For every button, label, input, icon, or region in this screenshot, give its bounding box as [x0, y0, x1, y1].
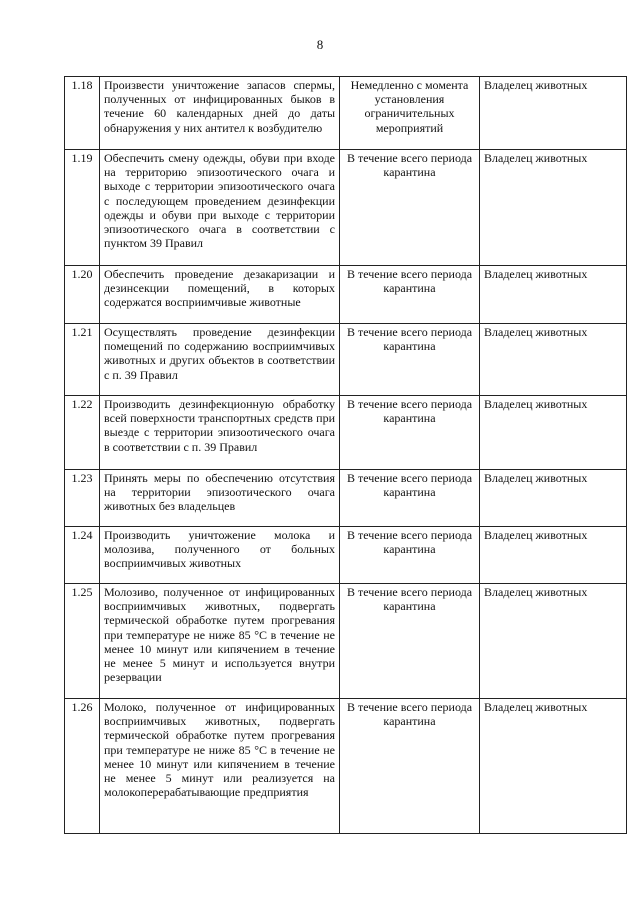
- action-text: Производить уничтожение молока и молозива, полученного от больных восприимчивых животных: [100, 527, 340, 584]
- action-text: Принять меры по обеспечению отсутствия на территории эпизоотического очага животных без владельцев: [100, 470, 340, 527]
- item-number: 1.18: [65, 77, 100, 150]
- responsible-text: Владелец животных: [480, 470, 627, 527]
- responsible-text: Владелец животных: [480, 150, 627, 266]
- term-text: В течение всего периода карантина: [340, 266, 480, 324]
- responsible-text: Владелец животных: [480, 584, 627, 699]
- responsible-text: Владелец животных: [480, 324, 627, 396]
- responsible-text: Владелец животных: [480, 77, 627, 150]
- table-row: [65, 266, 627, 324]
- term-text: Немедленно с момента установления ограничительных мероприятий: [340, 77, 480, 150]
- responsible-text: Владелец животных: [480, 266, 627, 324]
- table-row: [65, 77, 627, 150]
- item-number: 1.23: [65, 470, 100, 527]
- item-number: 1.26: [65, 699, 100, 834]
- table-row: [65, 584, 627, 699]
- item-number: 1.19: [65, 150, 100, 266]
- page-number: 8: [316, 37, 324, 52]
- term-text: В течение всего периода карантина: [340, 527, 480, 584]
- term-text: В течение всего периода карантина: [340, 470, 480, 527]
- action-text: Молоко, полученное от инфицированных восприимчивых животных, подвергать термической обработке путем прогревания при температуре не ниже 85 °С в течение не менее 10 минут или кипячением в течение не менее 5 минут или реализуется на молокоперерабатывающие предприятия: [100, 699, 340, 834]
- term-text: В течение всего периода карантина: [340, 584, 480, 699]
- action-text: Производить дезинфекционную обработку всей поверхности транспортных средств при выезде с территории эпизоотического очага в соответствии с п. 39 Правил: [100, 396, 340, 470]
- action-text: Молозиво, полученное от инфицированных восприимчивых животных, подвергать термической обработке путем прогревания при температуре не ниже 85 °С в течение не менее 10 минут или кипячением в течение не менее 5 минут и используется внутри резервации: [100, 584, 340, 699]
- term-text: В течение всего периода карантина: [340, 150, 480, 266]
- table-row: [65, 699, 627, 834]
- item-number: 1.24: [65, 527, 100, 584]
- table-row: [65, 396, 627, 470]
- item-number: 1.25: [65, 584, 100, 699]
- responsible-text: Владелец животных: [480, 396, 627, 470]
- action-text: Обеспечить смену одежды, обуви при входе на территорию эпизоотического очага и выходе с территории эпизоотического очага с последующем проведением дезинфекции одежды и обуви при выходе с территории эпизоотического очага в соответствии с пунктом 39 Правил: [100, 150, 340, 266]
- responsible-text: Владелец животных: [480, 699, 627, 834]
- action-text: Произвести уничтожение запасов спермы, полученных от инфицированных быков в течение 60 календарных дней до даты обнаружения у них антител к возбудителю: [100, 77, 340, 150]
- item-number: 1.21: [65, 324, 100, 396]
- term-text: В течение всего периода карантина: [340, 699, 480, 834]
- table-row: [65, 527, 627, 584]
- item-number: 1.20: [65, 266, 100, 324]
- item-number: 1.22: [65, 396, 100, 470]
- measures-table: [64, 76, 627, 834]
- table-row: [65, 150, 627, 266]
- term-text: В течение всего периода карантина: [340, 396, 480, 470]
- responsible-text: Владелец животных: [480, 527, 627, 584]
- table-row: [65, 470, 627, 527]
- table-row: [65, 324, 627, 396]
- term-text: В течение всего периода карантина: [340, 324, 480, 396]
- action-text: Обеспечить проведение дезакаризации и дезинсекции помещений, в которых содержатся восприимчивые животные: [100, 266, 340, 324]
- action-text: Осуществлять проведение дезинфекции помещений по содержанию восприимчивых животных и других объектов в соответствии с п. 39 Правил: [100, 324, 340, 396]
